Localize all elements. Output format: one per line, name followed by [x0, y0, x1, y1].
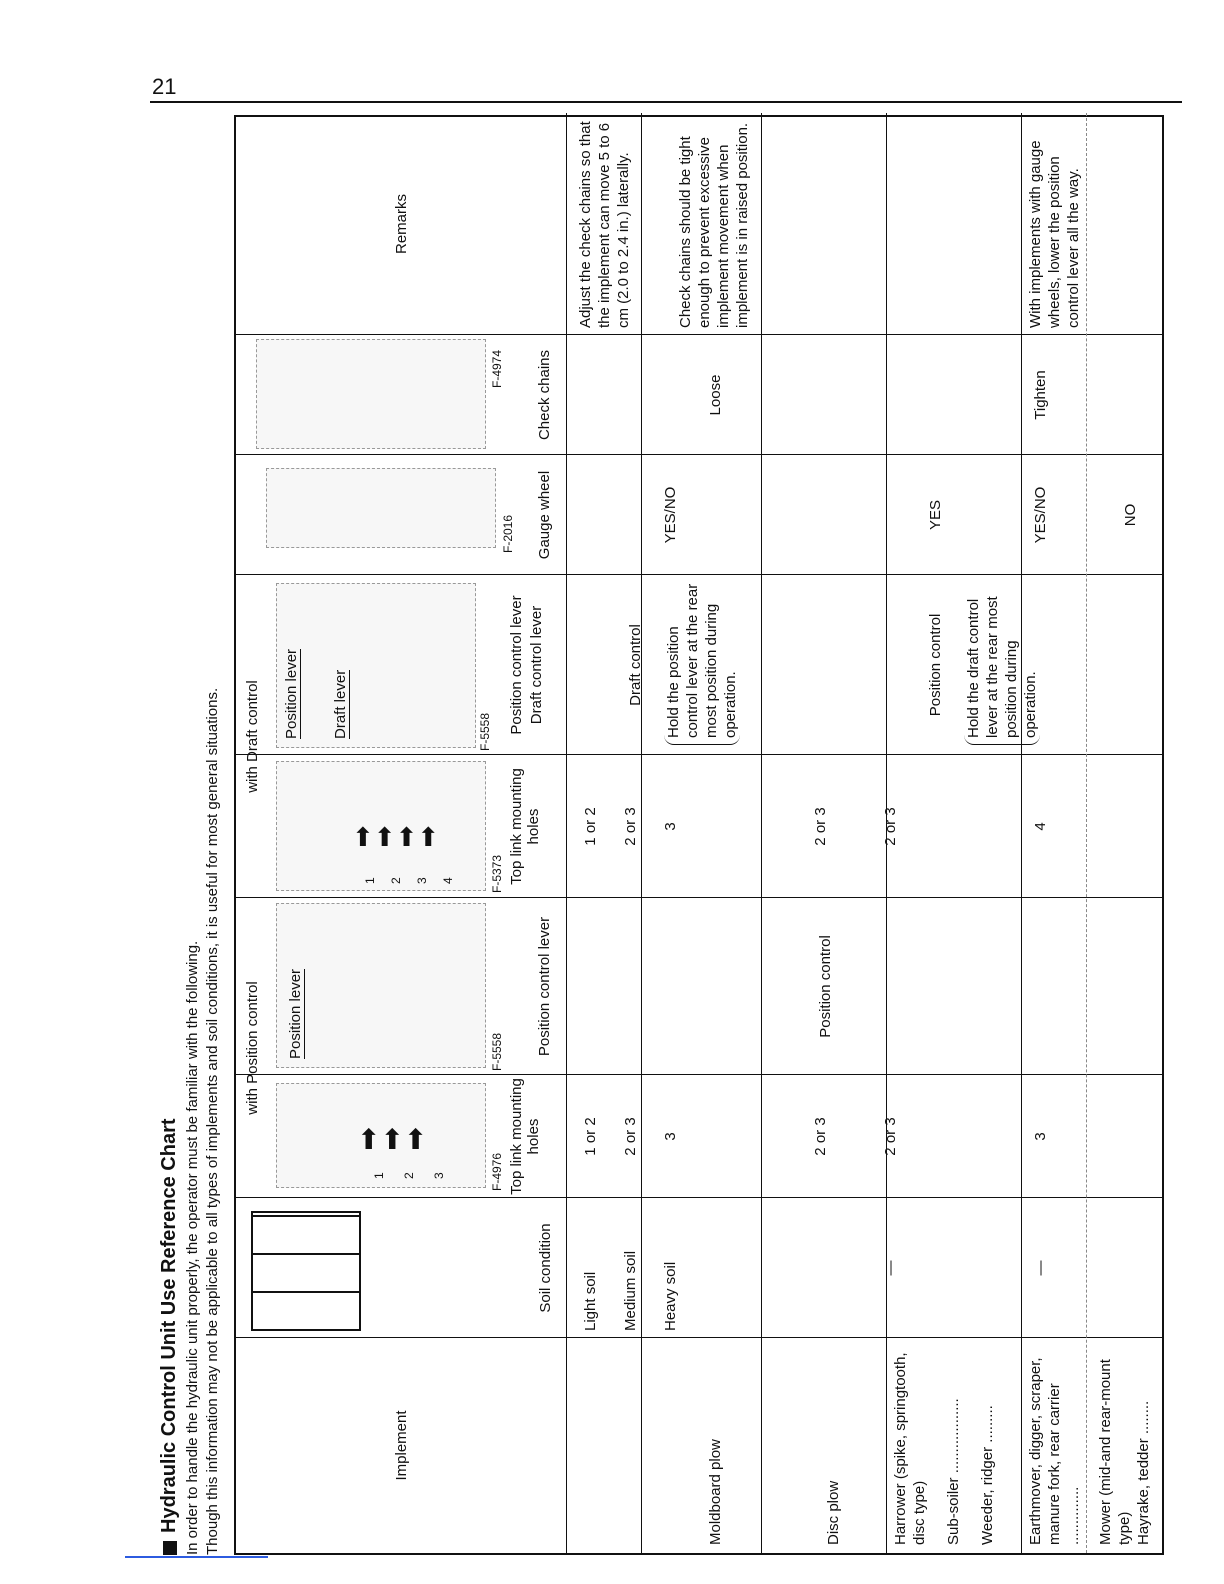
- value: 2 or 3: [812, 1117, 829, 1156]
- draft-lever-label: Draft lever: [332, 669, 349, 739]
- position-group-label: with Position control: [244, 981, 261, 1115]
- implement-weeder-ridger: Weeder, ridger .........: [979, 1405, 996, 1545]
- soil-heavy: Heavy soil: [662, 1261, 679, 1331]
- value: 1 or 2: [582, 1117, 599, 1156]
- row-divider: [641, 113, 642, 1553]
- hold-draft-note: Hold the draft control lever at the rear most position during operation.: [964, 580, 1040, 745]
- intro-line-2: Though this information may not be applicable to all types of implements and soil conditions, it is useful for most general situations.: [204, 687, 221, 1555]
- soil-light: Light soil: [582, 1271, 599, 1331]
- page-number: 21: [152, 74, 177, 99]
- top-link-figure-b: [276, 761, 486, 891]
- square-bullet-icon: [163, 1541, 177, 1555]
- dash: —: [882, 1260, 899, 1276]
- soil-figure: [251, 1211, 361, 1331]
- check-tighten: Tighten: [1032, 370, 1049, 420]
- col-divider: [236, 897, 1162, 898]
- value: 2 or 3: [622, 1117, 639, 1156]
- figure-code: F-5558: [490, 1032, 504, 1071]
- draft-group-label: with Draft control: [244, 680, 261, 793]
- hole-number: 2: [402, 1172, 416, 1179]
- figure-code: F-4976: [490, 1152, 504, 1191]
- position-lever-header-a: Position control lever: [536, 916, 553, 1057]
- position-control-a: Position control: [817, 935, 834, 1038]
- col-divider: [236, 454, 1162, 455]
- remark-check-chains: Check chains should be tight enough to prevent excessive implement movement when implement is in raised position.: [677, 122, 751, 328]
- row-divider: [1086, 113, 1087, 1553]
- arrow-icons: ⬆⬆⬆⬆: [352, 822, 440, 852]
- value: 3: [1032, 1132, 1049, 1141]
- position-lever-label: Position lever: [287, 968, 304, 1059]
- col-divider: [236, 1074, 1162, 1075]
- top-link-header-b: Top link mounting holes: [508, 768, 542, 885]
- implement-disc-plow: Disc plow: [825, 1480, 842, 1545]
- implement-moldboard-plow: Moldboard plow: [707, 1439, 724, 1545]
- check-chains-header: Check chains: [536, 349, 553, 441]
- figure-code: F-5373: [490, 854, 504, 893]
- gauge-no: NO: [1122, 503, 1139, 527]
- value: 4: [1032, 822, 1049, 831]
- gauge-wheel-header: Gauge wheel: [536, 470, 553, 560]
- rotated-page-content: [150, 115, 1170, 1555]
- implement-header: Implement: [392, 1410, 410, 1481]
- header-rule: [566, 113, 567, 1553]
- col-divider: [236, 754, 1162, 755]
- value: 1 or 2: [582, 807, 599, 846]
- position-control-b: Position control: [927, 613, 944, 717]
- reference-table: [234, 115, 1164, 1555]
- value: 2 or 3: [882, 1117, 899, 1156]
- figure-code: F-4974: [490, 349, 504, 388]
- gauge-yes: YES: [927, 500, 944, 531]
- check-chains-figure: [256, 339, 486, 449]
- implement-earthmover: Earthmover, digger, scraper, manure fork, rear carrier ..............: [1027, 1357, 1082, 1545]
- implement-hayrake: Hayrake, tedder ........: [1135, 1400, 1152, 1545]
- bottom-link-bar: [125, 1556, 268, 1558]
- figure-code: F-5558: [478, 712, 492, 751]
- col-divider: [236, 1197, 1162, 1198]
- draft-control: Draft control: [627, 624, 644, 706]
- dash: —: [1032, 1260, 1049, 1276]
- top-link-header-a: Top link mounting holes: [508, 1078, 542, 1195]
- chart-heading: Hydraulic Control Unit Use Reference Chart: [158, 1118, 181, 1555]
- gauge-wheel-figure: [266, 468, 496, 548]
- soil-medium: Medium soil: [622, 1250, 639, 1331]
- value: 3: [662, 822, 679, 831]
- position-lever-label: Position lever: [283, 648, 300, 739]
- hole-number: 1: [372, 1172, 386, 1179]
- position-lever-figure-a: [276, 903, 486, 1068]
- top-rule: [150, 101, 1182, 103]
- value: 3: [662, 1132, 679, 1141]
- hole-numbers-b: 1 2 3 4: [363, 877, 455, 884]
- value: 2 or 3: [622, 807, 639, 846]
- position-lever-header-b: Position control lever: [508, 595, 525, 735]
- figure-code: F-2016: [501, 514, 515, 553]
- soil-condition-header: Soil condition: [537, 1223, 554, 1313]
- hole-number: 3: [432, 1172, 446, 1179]
- draft-lever-header: Draft control lever: [528, 605, 545, 725]
- row-divider: [1021, 113, 1022, 1553]
- arrow-icons: ⬆⬆⬆: [357, 1124, 428, 1155]
- value: 2 or 3: [882, 807, 899, 846]
- value: 2 or 3: [812, 807, 829, 846]
- hold-position-note: Hold the position control lever at the rear most position during operation.: [664, 580, 740, 745]
- gauge-yes-no: YES/NO: [662, 486, 679, 544]
- remark-gauge-wheels: With implements with gauge wheels, lower the position control lever all the way.: [1027, 140, 1082, 328]
- draft-lever-figure: [276, 583, 476, 748]
- remark-adjust-chains: Adjust the check chains so that the implement can move 5 to 6 cm (2.0 to 2.4 in.) laterally.: [577, 121, 632, 328]
- row-divider: [761, 113, 762, 1553]
- top-link-figure-a: [276, 1083, 486, 1188]
- implement-mower: Mower (mid-and rear-mount type): [1097, 1359, 1133, 1545]
- implement-sub-soiler: Sub-soiler ..................: [945, 1398, 962, 1545]
- remarks-header: Remarks: [392, 194, 410, 255]
- col-divider: [236, 574, 1162, 575]
- check-loose: Loose: [707, 374, 724, 416]
- intro-line-1: In order to handle the hydraulic unit properly, the operator must be familiar with the following.: [184, 940, 201, 1555]
- implement-harrower: Harrower (spike, springtooth, disc type): [892, 1352, 928, 1545]
- gauge-yes-no-2: YES/NO: [1032, 486, 1049, 544]
